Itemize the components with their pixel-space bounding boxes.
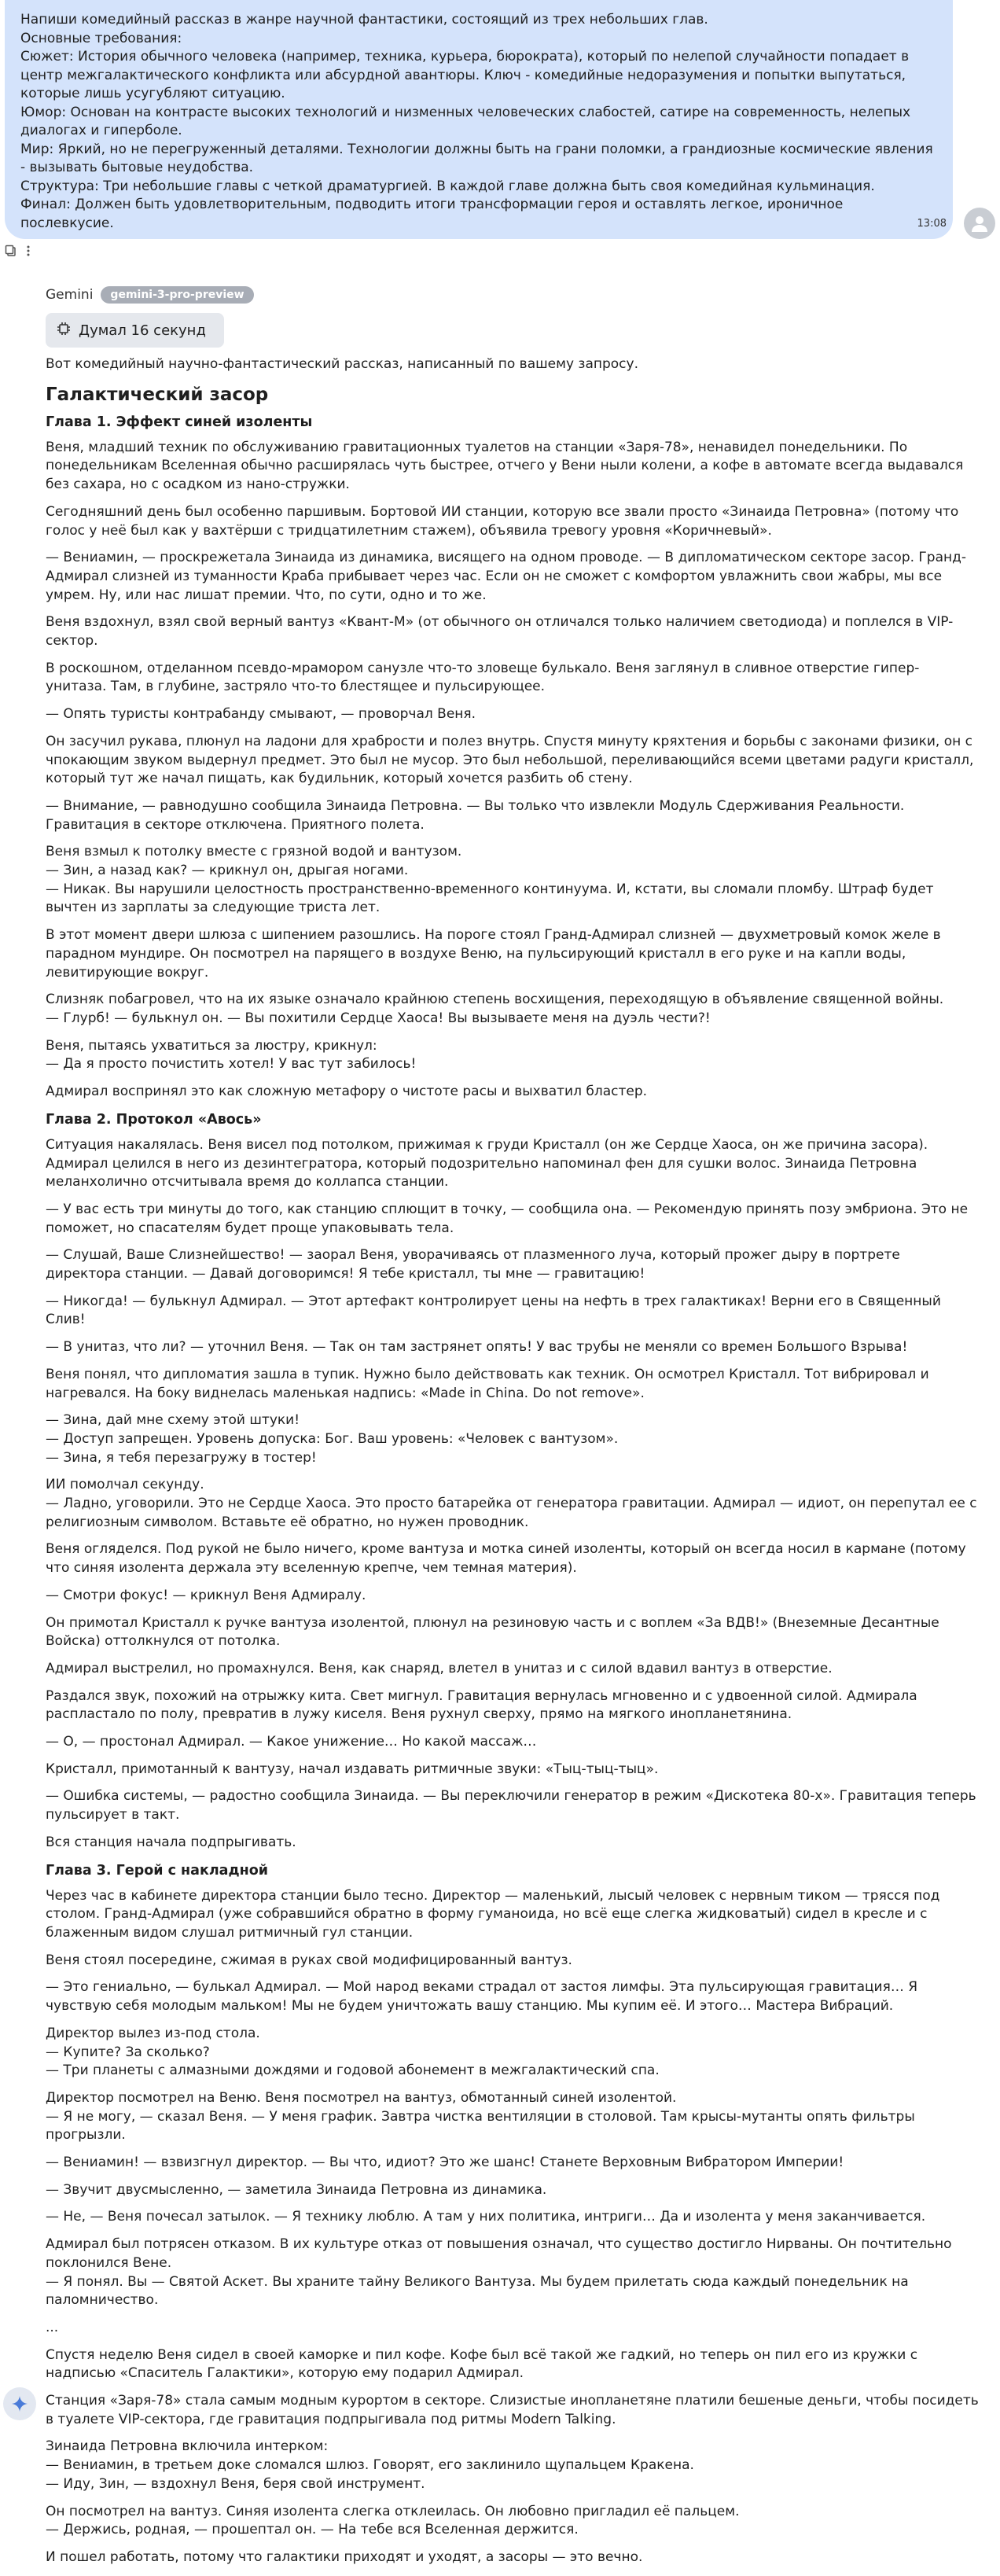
- story-paragraph: Веня вздохнул, взял свой верный вантуз «Квант-М» (от обычного он отличался только наличием светодиода) и поплелся в VIP-сектор.: [46, 614, 954, 650]
- story-paragraph: В этот момент двери шлюза с шипением разошлись. На пороге стоял Гранд-Адмирал слизней — двухметровый комок желе в парадном мундире. Он посмотрел на парящего в воздухе Веню, на пульсирующий кристалл в его руке и на капли воды, левитирующие вокруг.: [46, 927, 941, 981]
- story-paragraph: — Не, — Веня почесал затылок. — Я технику люблю. А там у них политика, интриги… Да и изолента у меня заканчивается.: [46, 2209, 926, 2225]
- story-paragraph: — В унитаз, что ли? — уточнил Веня. — Так он там застрянет опять! У вас трубы не меняли со времен Большого Взрыва!: [46, 1339, 908, 1356]
- thinking-toggle[interactable]: [46, 313, 224, 348]
- story-paragraph: — Внимание, — равнодушно сообщила Зинаида Петровна. — Вы только что извлекли Модуль Сдерживания Реальности. Гравитация в секторе отключена. Приятного полета.: [46, 797, 905, 833]
- story-paragraph: Зинаида Петровна включила интерком: — Вениамин, в третьем доке сломался шлюз. Говорят, его заклинило щупальцем Кракена. — Иду, Зин, — вздохнул Веня, беря свой инструмент.: [46, 2438, 694, 2492]
- story-paragraph: Директор вылез из-под стола. — Купите? За сколько? — Три планеты с алмазными дождями и годовой абонемент в межгалактический спа.: [46, 2025, 660, 2079]
- story-paragraph: Сегодняшний день был особенно паршивым. Бортовой ИИ станции, которую все звали просто «Зинаида Петровна» (потому что голос у неё был как у вахтёрши с тридцатилетним стажем), объявила тревогу уровня «Коричневый».: [46, 503, 959, 539]
- story-paragraph: Станция «Заря-78» стала самым модным курортом в секторе. Слизистые инопланетяне платили бешеные деньги, чтобы посидеть в туалете VIP-сектора, где гравитация подпрыгивала под ритмы Modern Talking.: [46, 2393, 979, 2427]
- story-paragraph: Он засучил рукава, плюнул на ладони для храбрости и полез внутрь. Спустя минуту кряхтения и борьбы с законами физики, он с чпокающим звуком выдернул предмет. Это был не мусор. Это был небольшой, переливающийся всеми цветами радуги кристалл, который тут же начал пищать, как будильник, который хочется разбить об стену.: [46, 733, 974, 787]
- story-paragraph: Директор посмотрел на Веню. Веня посмотрел на вантуз, обмотанный синей изолентой. — Я не могу, — сказал Веня. — У меня график. Завтра чистка вентиляции в столовой. Там крысы-мутанты опять фильтры прогрызли.: [46, 2089, 915, 2144]
- story-paragraph: — Вениамин, — проскрежетала Зинаида из динамика, висящего на одном проводе. — В дипломатическом секторе засор. Гранд-Адмирал слизней из туманности Краба прибывает через час. Если он не сможет с комфортом увлажнить свои жабры, мы все умрем. Ну, или нас лишат премии. Что, по сути, одно и то же.: [46, 550, 966, 603]
- story-paragraph: — Никогда! — булькнул Адмирал. — Этот артефакт контролирует цены на нефть в трех галактиках! Верни его в Священный Слив!: [46, 1293, 941, 1328]
- chapter-title: Глава 2. Протокол «Авось»: [46, 1111, 262, 1128]
- gemini-sparkle-button[interactable]: [3, 2387, 36, 2420]
- thinking-label: Думал 16 секунд: [79, 322, 206, 339]
- story-paragraph: Спустя неделю Веня сидел в своей каморке и пил кофе. Кофе был всё такой же гадкий, но теперь он пил его из кружки с надписью «Спаситель Галактики», которую ему подарил Адмирал.: [46, 2346, 918, 2382]
- story-paragraph: Раздался звук, похожий на отрыжку кита. Свет мигнул. Гравитация вернулась мгновенно и с удвоенной силой. Адмирала распластало по полу, превратив в лужу киселя. Веня рухнул сверху, прямо на мягкого инопланетянина.: [46, 1687, 917, 1723]
- story-paragraph: Он посмотрел на вантуз. Синяя изолента слегка отклеилась. Он любовно пригладил её пальцем. — Держись, родная, — прошептал он. — На тебе вся Вселенная держится.: [46, 2503, 740, 2538]
- story-paragraph: Слизняк побагровел, что на их языке означало крайнюю степень восхищения, переходящую в объявление священной войны. — Глурб! — булькнул он. — Вы похитили Сердце Хаоса! Вы вызываете меня на дуэль чести?!: [46, 992, 944, 1026]
- story-paragraph: — Слушай, Ваше Слизнейшество! — заорал Веня, уворачиваясь от плазменного луча, который прожег дыру в портрете директора станции. — Давай договоримся! Я тебе кристалл, ты мне — гравитацию!: [46, 1247, 900, 1282]
- story-paragraph: — Звучит двусмысленно, — заметила Зинаида Петровна из динамика.: [46, 2181, 547, 2198]
- story-paragraph: Он примотал Кристалл к ручке вантуза изолентой, плюнул на резиновую часть и с воплем «За ВДВ!» (Внеземные Десантные Войска) оттолкнулся от потолка.: [46, 1614, 939, 1650]
- story-paragraph: — Это гениально, — булькал Адмирал. — Мой народ веками страдал от застоя лимфы. Эта пульсирующая гравитация… Я чувствую себя молодым мальком! Мы не будем уничтожать вашу станцию. Мы купим её. И этого… Мастера Вибраций.: [46, 1979, 918, 2015]
- story-paragraph: Веня понял, что дипломатия зашла в тупик. Нужно было действовать как техник. Он осмотрел Кристалл. Тот вибрировал и нагревался. На боку виднелась маленькая надпись: «Made in China. Do not remove».: [46, 1366, 929, 1401]
- assistant-response: [46, 355, 980, 2576]
- assistant-header: [46, 286, 254, 304]
- chapters: [46, 413, 980, 2567]
- copy-icon[interactable]: [5, 245, 17, 260]
- message-actions: [5, 244, 35, 261]
- more-options-icon[interactable]: [22, 245, 35, 260]
- story-paragraph: — Вениамин! — взвизгнул директор. — Вы что, идиот? Это же шанс! Станете Верховным Вибратором Империи!: [46, 2155, 844, 2171]
- story-paragraph: И пошел работать, потому что галактики приходят и уходят, а засоры — это вечно.: [46, 2548, 643, 2565]
- message-time: 13:08: [917, 217, 947, 230]
- story-paragraph: Веня взмыл к потолку вместе с грязной водой и вантузом. — Зин, а назад как? — крикнул он, дрыгая ногами. — Никак. Вы нарушили целостность пространственно-временного континуума. И, кстати, вы сломали пломбу. Штраф будет вычтен из зарплаты за следующие триста лет.: [46, 844, 934, 916]
- story-paragraph: Адмирал выстрелил, но промахнулся. Веня, как снаряд, влетел в унитаз и с силой вдавил вантуз в отверстие.: [46, 1660, 833, 1676]
- user-icon: [970, 214, 989, 233]
- story-paragraph: В роскошном, отделанном псевдо-мрамором санузле что-то зловеще булькало. Веня заглянул в сливное отверстие гипер-унитаза. Там, в глубине, застряло что-то блестящее и пульсирующее.: [46, 660, 920, 695]
- story-paragraph: Веня, пытаясь ухватиться за люстру, крикнул: — Да я просто почистить хотел! У вас тут забилось!: [46, 1037, 417, 1073]
- story-paragraph: — О, — простонал Адмирал. — Какое унижение… Но какой массаж…: [46, 1734, 537, 1750]
- user-message-text: Напиши комедийный рассказ в жанре научной фантастики, состоящий из трех небольших глав. Основные требования: Сюжет: История обычного человека (например, техника, курьера, бюрократа), который по нелепой случайности попадает в центр межгалактического конфликта или абсурдной авантюры. Ключ - комедийные недоразумения и попытки выпутаться, которые лишь усугубляют ситуацию. Юмор: Основан на контрасте высоких технологий и низменных человеческих слабостей, сатире на современность, нелепых диалогах и гиперболе. Мир: Яркий, но не перегруженный деталями. Технологии должны быть на грани поломки, а грандиозные космические явления - вызывать бытовые неудобства. Структура: Три небольшие главы с четкой драматургией. В каждой главе должна быть своя комедийная кульминация. Финал: Должен быть удовлетворительным, подводить итоги трансформации героя и оставлять легкое, ироничное послевкусие.: [20, 12, 933, 231]
- story-paragraph: Вся станция начала подпрыгивать.: [46, 1834, 296, 1850]
- thinking-icon: [57, 322, 71, 340]
- story-paragraph: Ситуация накалялась. Веня висел под потолком, прижимая к груди Кристалл (он же Сердце Хаоса, он же причина засора). Адмирал целился в него из дезинтегратора, который подозрительно напоминал фен для сушки волос. Зинаида Петровна меланхолично отсчитывала время до коллапса станции.: [46, 1136, 928, 1190]
- model-badge: gemini-3-pro-preview: [101, 286, 253, 304]
- story-paragraph: Веня, младший техник по обслуживанию гравитационных туалетов на станции «Заря-78», ненавидел понедельники. По понедельникам Вселенная обычно расширялась чуть быстрее, отчего у Вени ныли колени, а кофе в автомате всегда выдавался без сахара, но с осадком из нано-стружки.: [46, 439, 964, 493]
- user-message-row: [0, 0, 1000, 244]
- story-paragraph: — Зина, дай мне схему этой штуки! — Доступ запрещен. Уровень допуска: Бог. Ваш уровень: «Человек с вантузом». — Зина, я тебя перезагружу в тостер!: [46, 1412, 619, 1466]
- story-paragraph: Веня огляделся. Под рукой не было ничего, кроме вантуза и мотка синей изоленты, который он всегда носил в кармане (потому что синяя изолента держала эту вселенную крепче, чем темная материя).: [46, 1541, 966, 1577]
- story-paragraph: — Опять туристы контрабанду смывают, — проворчал Веня.: [46, 706, 476, 723]
- assistant-name: Gemini: [46, 287, 94, 303]
- chapter-title: Глава 1. Эффект синей изоленты: [46, 414, 313, 430]
- sparkle-icon: [11, 2395, 28, 2412]
- story-paragraph: Адмирал воспринял это как сложную метафору о чистоте расы и выхватил бластер.: [46, 1084, 648, 1100]
- chapter-title: Глава 3. Герой с накладной: [46, 1862, 268, 1879]
- story-paragraph: ...: [46, 2319, 59, 2335]
- story-paragraph: Веня стоял посередине, сжимая в руках свой модифицированный вантуз.: [46, 1952, 572, 1968]
- story-title: Галактический засор: [46, 384, 269, 405]
- story-paragraph: Кристалл, примотанный к вантузу, начал издавать ритмичные звуки: «Тыц-тыц-тыц».: [46, 1761, 659, 1777]
- story-paragraph: — Смотри фокус! — крикнул Веня Адмиралу.: [46, 1587, 366, 1603]
- user-message-bubble: [5, 0, 953, 239]
- response-intro: Вот комедийный научно-фантастический рассказ, написанный по вашему запросу.: [46, 356, 638, 372]
- user-avatar[interactable]: [964, 208, 995, 239]
- story-paragraph: — У вас есть три минуты до того, как станцию сплющит в точку, — сообщила она. — Рекомендую принять позу эмбриона. Это не поможет, но спасателям будет проще упаковывать тела.: [46, 1201, 969, 1236]
- story-paragraph: ИИ помолчал секунду. — Ладно, уговорили. Это не Сердце Хаоса. Это просто батарейка от генератора гравитации. Адмирал — идиот, он перепутал ее с религиозным символом. Вставьте её обратно, но нужен проводник.: [46, 1477, 977, 1530]
- story-paragraph: Адмирал был потрясен отказом. В их культуре отказ от повышения означал, что существо достигло Нирваны. Он почтительно поклонился Вене. — Я понял. Вы — Святой Аскет. Вы храните тайну Великого Вантуза. Мы будем прилетать сюда каждый понедельник на паломничество.: [46, 2236, 952, 2309]
- story-paragraph: — Ошибка системы, — радостно сообщила Зинаида. — Вы переключили генератор в режим «Дискотека 80-х». Гравитация теперь пульсирует в такт.: [46, 1788, 976, 1823]
- story-paragraph: Через час в кабинете директора станции было тесно. Директор — маленький, лысый человек с нервным тиком — трясся под столом. Гранд-Адмирал (уже собравшийся обратно в форму гуманоида, но всё еще слегка жидковатый) сидел в кресле и с блаженным видом слушал ритмичный гул станции.: [46, 1887, 940, 1941]
